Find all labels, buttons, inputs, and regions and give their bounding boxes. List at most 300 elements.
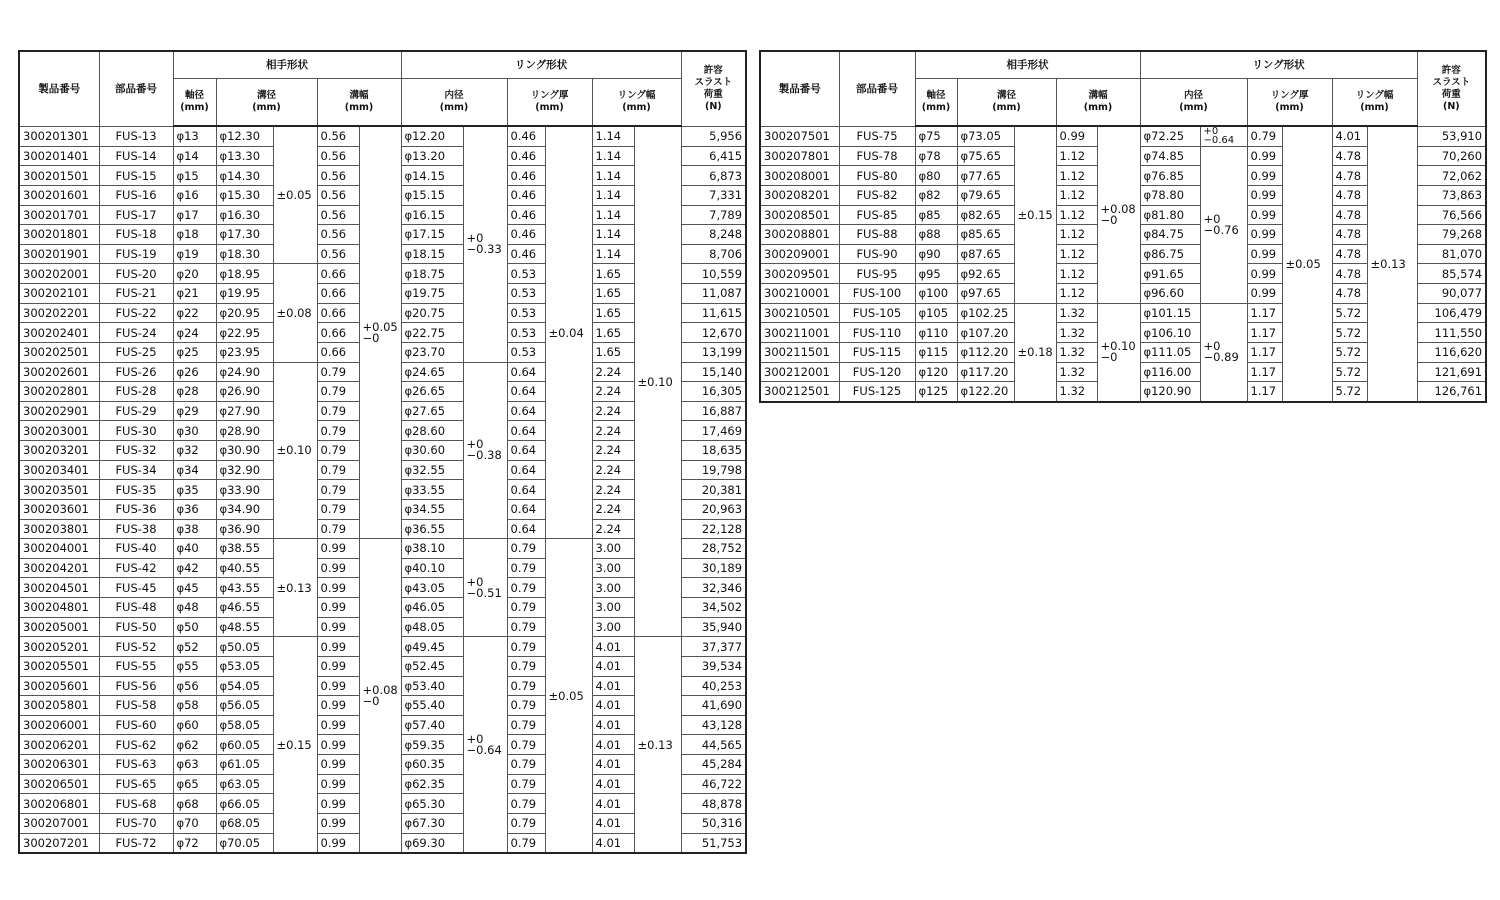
- part-no-cell: FUS-110: [839, 323, 915, 343]
- part-no-cell: FUS-100: [839, 284, 915, 304]
- tolerance-cell: ±0.13: [1367, 126, 1417, 402]
- inner-dia-cell: φ60.35: [401, 755, 463, 775]
- product-no-cell: 300203201: [19, 441, 99, 461]
- ring-width-cell: 1.14: [592, 185, 634, 205]
- ring-width-cell: 4.78: [1332, 264, 1367, 284]
- inner-dia-cell: φ12.20: [401, 126, 463, 146]
- groove-width-cell: 0.99: [317, 539, 359, 559]
- tolerance-cell: [1097, 303, 1140, 402]
- header-groove-dia: 溝径 (mm): [957, 79, 1056, 127]
- part-no-cell: FUS-62: [99, 735, 173, 755]
- tolerance-text: +0.10 −0: [1100, 339, 1136, 365]
- ring-thickness-cell: 0.79: [507, 617, 545, 637]
- allow-load-cell: 19,798: [681, 460, 746, 480]
- groove-width-cell: 1.12: [1056, 146, 1097, 166]
- tolerance-cell: ±0.10: [634, 126, 681, 637]
- ring-width-cell: 3.00: [592, 558, 634, 578]
- allow-load-cell: 39,534: [681, 656, 746, 676]
- shaft-dia-cell: φ88: [915, 225, 957, 245]
- part-no-cell: FUS-55: [99, 656, 173, 676]
- inner-dia-cell: φ13.20: [401, 146, 463, 166]
- ring-thickness-cell: 0.99: [1247, 225, 1282, 245]
- product-no-cell: 300201901: [19, 244, 99, 264]
- part-no-cell: FUS-20: [99, 264, 173, 284]
- product-no-cell: 300205201: [19, 637, 99, 657]
- inner-dia-cell: φ18.15: [401, 244, 463, 264]
- part-no-cell: FUS-26: [99, 362, 173, 382]
- shaft-dia-cell: φ70: [173, 813, 216, 833]
- product-no-cell: 300201701: [19, 205, 99, 225]
- tolerance-cell: ±0.13: [634, 637, 681, 853]
- ring-width-cell: 3.00: [592, 617, 634, 637]
- product-no-cell: 300203501: [19, 480, 99, 500]
- shaft-dia-cell: φ55: [173, 656, 216, 676]
- ring-thickness-cell: 0.79: [507, 794, 545, 814]
- groove-dia-cell: φ38.55: [216, 539, 273, 559]
- product-no-cell: 300210001: [760, 284, 839, 304]
- allow-load-cell: 20,381: [681, 480, 746, 500]
- part-no-cell: FUS-90: [839, 244, 915, 264]
- allow-load-cell: 30,189: [681, 558, 746, 578]
- ring-width-cell: 2.24: [592, 362, 634, 382]
- tolerance-cell: ±0.18: [1014, 303, 1056, 402]
- inner-dia-cell: φ15.15: [401, 185, 463, 205]
- groove-dia-cell: φ12.30: [216, 126, 273, 146]
- spec-table-left-body: [19, 126, 746, 853]
- part-no-cell: FUS-32: [99, 441, 173, 461]
- product-no-cell: 300206801: [19, 794, 99, 814]
- inner-dia-cell: φ18.75: [401, 264, 463, 284]
- ring-thickness-cell: 0.46: [507, 166, 545, 186]
- allow-line2: スラスト: [1432, 76, 1471, 88]
- groove-dia-cell: φ77.65: [957, 166, 1014, 186]
- part-no-cell: FUS-48: [99, 598, 173, 618]
- groove-dia-cell: φ19.95: [216, 284, 273, 304]
- ring-thickness-cell: 0.99: [1247, 166, 1282, 186]
- allow-load-cell: 32,346: [681, 578, 746, 598]
- ring-width-cell: 2.24: [592, 460, 634, 480]
- ring-thickness-cell: 0.64: [507, 401, 545, 421]
- groove-width-cell: 1.32: [1056, 382, 1097, 402]
- groove-width-cell: 1.12: [1056, 264, 1097, 284]
- allow-load-cell: 20,963: [681, 499, 746, 519]
- allow-line1: 許容: [1441, 64, 1461, 76]
- product-no-cell: 300207501: [760, 126, 839, 146]
- ring-width-cell: 4.01: [592, 774, 634, 794]
- ring-width-cell: 2.24: [592, 480, 634, 500]
- ring-thickness-cell: 0.79: [507, 598, 545, 618]
- groove-width-cell: 0.56: [317, 205, 359, 225]
- shaft-dia-cell: φ29: [173, 401, 216, 421]
- groove-width-cell: 0.56: [317, 225, 359, 245]
- ring-thickness-cell: 0.46: [507, 126, 545, 146]
- inner-dia-cell: φ19.75: [401, 284, 463, 304]
- shaft-dia-cell: φ95: [915, 264, 957, 284]
- ring-thickness-cell: 0.79: [507, 539, 545, 559]
- product-no-cell: 300205601: [19, 676, 99, 696]
- product-no-cell: 300209001: [760, 244, 839, 264]
- ring-width-cell: 2.24: [592, 441, 634, 461]
- shaft-dia-cell: φ72: [173, 833, 216, 853]
- shaft-dia-cell: φ14: [173, 146, 216, 166]
- shaft-dia-cell: φ125: [915, 382, 957, 402]
- allow-unit: (N): [1442, 100, 1460, 112]
- inner-dia-cell: φ76.85: [1140, 166, 1200, 186]
- ring-thickness-cell: 0.99: [1247, 205, 1282, 225]
- groove-width-cell: 1.12: [1056, 205, 1097, 225]
- groove-dia-cell: φ32.90: [216, 460, 273, 480]
- inner-dia-cell: φ84.75: [1140, 225, 1200, 245]
- groove-dia-cell: φ85.65: [957, 225, 1014, 245]
- part-no-cell: FUS-120: [839, 362, 915, 382]
- groove-dia-cell: φ14.30: [216, 166, 273, 186]
- shaft-dia-cell: φ68: [173, 794, 216, 814]
- ring-thickness-cell: 0.64: [507, 421, 545, 441]
- ring-width-cell: 4.01: [592, 696, 634, 716]
- groove-dia-cell: φ75.65: [957, 146, 1014, 166]
- groove-dia-cell: φ54.05: [216, 676, 273, 696]
- product-no-cell: 300206501: [19, 774, 99, 794]
- shaft-dia-cell: φ50: [173, 617, 216, 637]
- tolerance-text: +0.05 −0: [362, 319, 398, 345]
- shaft-dia-cell: φ22: [173, 303, 216, 323]
- groove-width-cell: 0.99: [317, 676, 359, 696]
- inner-dia-cell: φ40.10: [401, 558, 463, 578]
- groove-width-cell: 0.66: [317, 342, 359, 362]
- groove-dia-cell: φ68.05: [216, 813, 273, 833]
- allow-load-cell: 81,070: [1417, 244, 1486, 264]
- allow-load-cell: 72,062: [1417, 166, 1486, 186]
- shaft-dia-cell: φ56: [173, 676, 216, 696]
- header-groove-width: 溝幅 (mm): [317, 79, 401, 127]
- product-no-cell: 300204501: [19, 578, 99, 598]
- groove-width-cell: 0.99: [317, 735, 359, 755]
- ring-thickness-cell: 0.53: [507, 284, 545, 304]
- groove-dia-cell: φ18.95: [216, 264, 273, 284]
- inner-dia-cell: φ46.05: [401, 598, 463, 618]
- groove-dia-cell: φ70.05: [216, 833, 273, 853]
- groove-dia-cell: φ24.90: [216, 362, 273, 382]
- allow-load-cell: 48,878: [681, 794, 746, 814]
- groove-width-cell: 0.99: [317, 656, 359, 676]
- header-ring-thickness: リング厚 (mm): [507, 79, 592, 127]
- inner-dia-cell: φ78.80: [1140, 185, 1200, 205]
- ring-width-cell: 1.14: [592, 166, 634, 186]
- tolerance-cell: [359, 126, 401, 539]
- header-groove-dia: 溝径 (mm): [216, 79, 317, 127]
- groove-dia-cell: φ18.30: [216, 244, 273, 264]
- groove-width-cell: 0.79: [317, 401, 359, 421]
- groove-width-cell: 0.99: [317, 833, 359, 853]
- groove-dia-cell: φ117.20: [957, 362, 1014, 382]
- groove-dia-cell: φ20.95: [216, 303, 273, 323]
- inner-dia-cell: φ67.30: [401, 813, 463, 833]
- ring-width-cell: 1.14: [592, 225, 634, 245]
- groove-width-cell: 0.99: [317, 715, 359, 735]
- ring-thickness-cell: 0.53: [507, 342, 545, 362]
- allow-load-cell: 106,479: [1417, 303, 1486, 323]
- part-no-cell: FUS-34: [99, 460, 173, 480]
- groove-width-cell: 0.99: [317, 774, 359, 794]
- part-no-cell: FUS-13: [99, 126, 173, 146]
- part-no-cell: FUS-85: [839, 205, 915, 225]
- part-no-cell: FUS-105: [839, 303, 915, 323]
- ring-thickness-cell: 0.99: [1247, 146, 1282, 166]
- part-no-cell: FUS-40: [99, 539, 173, 559]
- header-inner-dia: 内径 (mm): [1140, 79, 1247, 127]
- ring-thickness-cell: 0.99: [1247, 244, 1282, 264]
- ring-thickness-cell: 0.99: [1247, 284, 1282, 304]
- ring-thickness-cell: 0.53: [507, 323, 545, 343]
- allow-load-cell: 15,140: [681, 362, 746, 382]
- shaft-dia-cell: φ16: [173, 185, 216, 205]
- allow-line1: 許容: [703, 64, 723, 76]
- allow-load-cell: 6,873: [681, 166, 746, 186]
- groove-width-cell: 1.12: [1056, 166, 1097, 186]
- shaft-dia-cell: φ13: [173, 126, 216, 146]
- ring-width-cell: 4.78: [1332, 205, 1367, 225]
- tolerance-cell: ±0.05: [1282, 126, 1332, 402]
- inner-dia-cell: φ28.60: [401, 421, 463, 441]
- groove-dia-cell: φ66.05: [216, 794, 273, 814]
- inner-dia-cell: φ34.55: [401, 499, 463, 519]
- tolerance-text: +0.08 −0: [362, 682, 398, 708]
- tolerance-cell: ±0.04: [545, 126, 592, 539]
- ring-width-cell: 5.72: [1332, 342, 1367, 362]
- groove-width-cell: 1.32: [1056, 362, 1097, 382]
- product-no-cell: 300206301: [19, 755, 99, 775]
- ring-width-cell: 4.78: [1332, 185, 1367, 205]
- ring-thickness-cell: 0.79: [507, 578, 545, 598]
- shaft-dia-cell: φ58: [173, 696, 216, 716]
- product-no-cell: 300201601: [19, 185, 99, 205]
- tolerance-cell: ±0.05: [273, 126, 317, 264]
- tolerance-cell: [1200, 146, 1247, 303]
- allow-load-cell: 46,722: [681, 774, 746, 794]
- ring-width-cell: 2.24: [592, 499, 634, 519]
- allow-load-cell: 116,620: [1417, 342, 1486, 362]
- allow-load-cell: 121,691: [1417, 362, 1486, 382]
- ring-width-cell: 1.65: [592, 323, 634, 343]
- part-no-cell: FUS-25: [99, 342, 173, 362]
- groove-width-cell: 0.99: [317, 755, 359, 775]
- product-no-cell: 300203001: [19, 421, 99, 441]
- inner-dia-cell: φ38.10: [401, 539, 463, 559]
- ring-width-cell: 4.78: [1332, 225, 1367, 245]
- shaft-dia-cell: φ60: [173, 715, 216, 735]
- ring-width-cell: 1.65: [592, 284, 634, 304]
- part-no-cell: FUS-22: [99, 303, 173, 323]
- header-part-no: 部品番号: [99, 51, 173, 126]
- ring-thickness-cell: 0.79: [507, 696, 545, 716]
- allow-load-cell: 126,761: [1417, 382, 1486, 402]
- tolerance-cell: [463, 126, 507, 362]
- part-no-cell: FUS-28: [99, 382, 173, 402]
- groove-dia-cell: φ102.25: [957, 303, 1014, 323]
- part-no-cell: FUS-88: [839, 225, 915, 245]
- groove-dia-cell: φ40.55: [216, 558, 273, 578]
- product-no-cell: 300208501: [760, 205, 839, 225]
- tolerance-text: +0 −0.76: [1203, 211, 1239, 237]
- ring-width-cell: 4.01: [592, 735, 634, 755]
- tolerance-cell: ±0.08: [273, 264, 317, 362]
- inner-dia-cell: φ101.15: [1140, 303, 1200, 323]
- groove-width-cell: 0.79: [317, 421, 359, 441]
- shaft-dia-cell: φ105: [915, 303, 957, 323]
- allow-load-cell: 18,635: [681, 441, 746, 461]
- ring-width-cell: 4.78: [1332, 166, 1367, 186]
- part-no-cell: FUS-60: [99, 715, 173, 735]
- shaft-dia-cell: φ18: [173, 225, 216, 245]
- part-no-cell: FUS-50: [99, 617, 173, 637]
- part-no-cell: FUS-52: [99, 637, 173, 657]
- tolerance-cell: [463, 362, 507, 539]
- part-no-cell: FUS-42: [99, 558, 173, 578]
- ring-width-cell: 1.14: [592, 126, 634, 146]
- groove-dia-cell: φ92.65: [957, 264, 1014, 284]
- part-no-cell: FUS-16: [99, 185, 173, 205]
- shaft-dia-cell: φ17: [173, 205, 216, 225]
- product-no-cell: 300206201: [19, 735, 99, 755]
- product-no-cell: 300208201: [760, 185, 839, 205]
- product-no-cell: 300210501: [760, 303, 839, 323]
- groove-width-cell: 0.99: [1056, 126, 1097, 146]
- allow-load-cell: 16,305: [681, 382, 746, 402]
- groove-dia-cell: φ23.95: [216, 342, 273, 362]
- shaft-dia-cell: φ34: [173, 460, 216, 480]
- shaft-dia-cell: φ120: [915, 362, 957, 382]
- inner-dia-cell: φ52.45: [401, 656, 463, 676]
- groove-width-cell: 0.79: [317, 499, 359, 519]
- product-no-cell: 300202001: [19, 264, 99, 284]
- inner-dia-cell: φ72.25: [1140, 126, 1200, 146]
- tolerance-cell: [359, 539, 401, 854]
- part-no-cell: FUS-125: [839, 382, 915, 402]
- groove-dia-cell: φ107.20: [957, 323, 1014, 343]
- header-allow-thrust: [1417, 51, 1486, 126]
- allow-load-cell: 53,910: [1417, 126, 1486, 146]
- groove-width-cell: 0.99: [317, 578, 359, 598]
- ring-thickness-cell: 0.64: [507, 519, 545, 539]
- shaft-dia-cell: φ28: [173, 382, 216, 402]
- ring-thickness-cell: 0.79: [507, 715, 545, 735]
- product-no-cell: 300201401: [19, 146, 99, 166]
- product-no-cell: 300211001: [760, 323, 839, 343]
- ring-width-cell: 4.01: [592, 794, 634, 814]
- ring-width-cell: 4.01: [592, 755, 634, 775]
- groove-dia-cell: φ36.90: [216, 519, 273, 539]
- product-no-cell: 300202901: [19, 401, 99, 421]
- tolerance-cell: [463, 539, 507, 637]
- part-no-cell: FUS-29: [99, 401, 173, 421]
- allow-load-cell: 70,260: [1417, 146, 1486, 166]
- groove-dia-cell: φ50.05: [216, 637, 273, 657]
- part-no-cell: FUS-72: [99, 833, 173, 853]
- ring-thickness-cell: 0.79: [507, 735, 545, 755]
- allow-line2: スラスト: [694, 76, 733, 88]
- tolerance-cell: ±0.10: [273, 362, 317, 539]
- ring-thickness-cell: 0.79: [507, 833, 545, 853]
- part-no-cell: FUS-24: [99, 323, 173, 343]
- groove-width-cell: 0.56: [317, 244, 359, 264]
- groove-width-cell: 0.56: [317, 166, 359, 186]
- groove-width-cell: 0.99: [317, 637, 359, 657]
- tolerance-cell: ±0.13: [273, 539, 317, 637]
- tolerance-cell: ±0.15: [1014, 126, 1056, 303]
- groove-dia-cell: φ61.05: [216, 755, 273, 775]
- product-no-cell: 300203801: [19, 519, 99, 539]
- inner-dia-cell: φ32.55: [401, 460, 463, 480]
- inner-dia-cell: φ111.05: [1140, 342, 1200, 362]
- part-no-cell: FUS-78: [839, 146, 915, 166]
- allow-load-cell: 90,077: [1417, 284, 1486, 304]
- inner-dia-cell: φ120.90: [1140, 382, 1200, 402]
- ring-thickness-cell: 1.17: [1247, 362, 1282, 382]
- ring-thickness-cell: 0.64: [507, 499, 545, 519]
- tolerance-cell: [463, 637, 507, 853]
- groove-dia-cell: φ97.65: [957, 284, 1014, 304]
- inner-dia-cell: φ33.55: [401, 480, 463, 500]
- groove-width-cell: 0.66: [317, 264, 359, 284]
- groove-dia-cell: φ46.55: [216, 598, 273, 618]
- ring-thickness-cell: 1.17: [1247, 382, 1282, 402]
- groove-dia-cell: φ15.30: [216, 185, 273, 205]
- groove-dia-cell: φ112.20: [957, 342, 1014, 362]
- groove-dia-cell: φ30.90: [216, 441, 273, 461]
- groove-width-cell: 1.12: [1056, 244, 1097, 264]
- ring-width-cell: 4.01: [1332, 126, 1367, 146]
- header-ring-width: リング幅 (mm): [1332, 79, 1417, 127]
- ring-thickness-cell: 0.46: [507, 146, 545, 166]
- groove-width-cell: 0.99: [317, 813, 359, 833]
- groove-dia-cell: φ56.05: [216, 696, 273, 716]
- part-no-cell: FUS-30: [99, 421, 173, 441]
- ring-thickness-cell: 0.79: [507, 656, 545, 676]
- part-no-cell: FUS-15: [99, 166, 173, 186]
- ring-width-cell: 1.14: [592, 146, 634, 166]
- inner-dia-cell: φ53.40: [401, 676, 463, 696]
- product-no-cell: 300202601: [19, 362, 99, 382]
- product-no-cell: 300207201: [19, 833, 99, 853]
- groove-width-cell: 0.66: [317, 303, 359, 323]
- inner-dia-cell: φ49.45: [401, 637, 463, 657]
- allow-load-cell: 79,268: [1417, 225, 1486, 245]
- allow-load-cell: 11,615: [681, 303, 746, 323]
- tolerance-text: +0 −0.38: [466, 437, 502, 463]
- table-row: [760, 126, 1486, 146]
- inner-dia-cell: φ17.15: [401, 225, 463, 245]
- shaft-dia-cell: φ45: [173, 578, 216, 598]
- shaft-dia-cell: φ20: [173, 264, 216, 284]
- header-product-no: 製品番号: [760, 51, 839, 126]
- spec-table-left: [18, 50, 747, 854]
- groove-dia-cell: φ87.65: [957, 244, 1014, 264]
- groove-width-cell: 0.99: [317, 558, 359, 578]
- shaft-dia-cell: φ35: [173, 480, 216, 500]
- product-no-cell: 300204801: [19, 598, 99, 618]
- shaft-dia-cell: φ75: [915, 126, 957, 146]
- ring-width-cell: 1.65: [592, 342, 634, 362]
- allow-load-cell: 7,789: [681, 205, 746, 225]
- groove-dia-cell: φ17.30: [216, 225, 273, 245]
- groove-width-cell: 0.99: [317, 696, 359, 716]
- groove-width-cell: 0.79: [317, 382, 359, 402]
- ring-thickness-cell: 1.17: [1247, 303, 1282, 323]
- part-no-cell: FUS-75: [839, 126, 915, 146]
- groove-dia-cell: φ34.90: [216, 499, 273, 519]
- ring-thickness-cell: 0.99: [1247, 185, 1282, 205]
- part-no-cell: FUS-45: [99, 578, 173, 598]
